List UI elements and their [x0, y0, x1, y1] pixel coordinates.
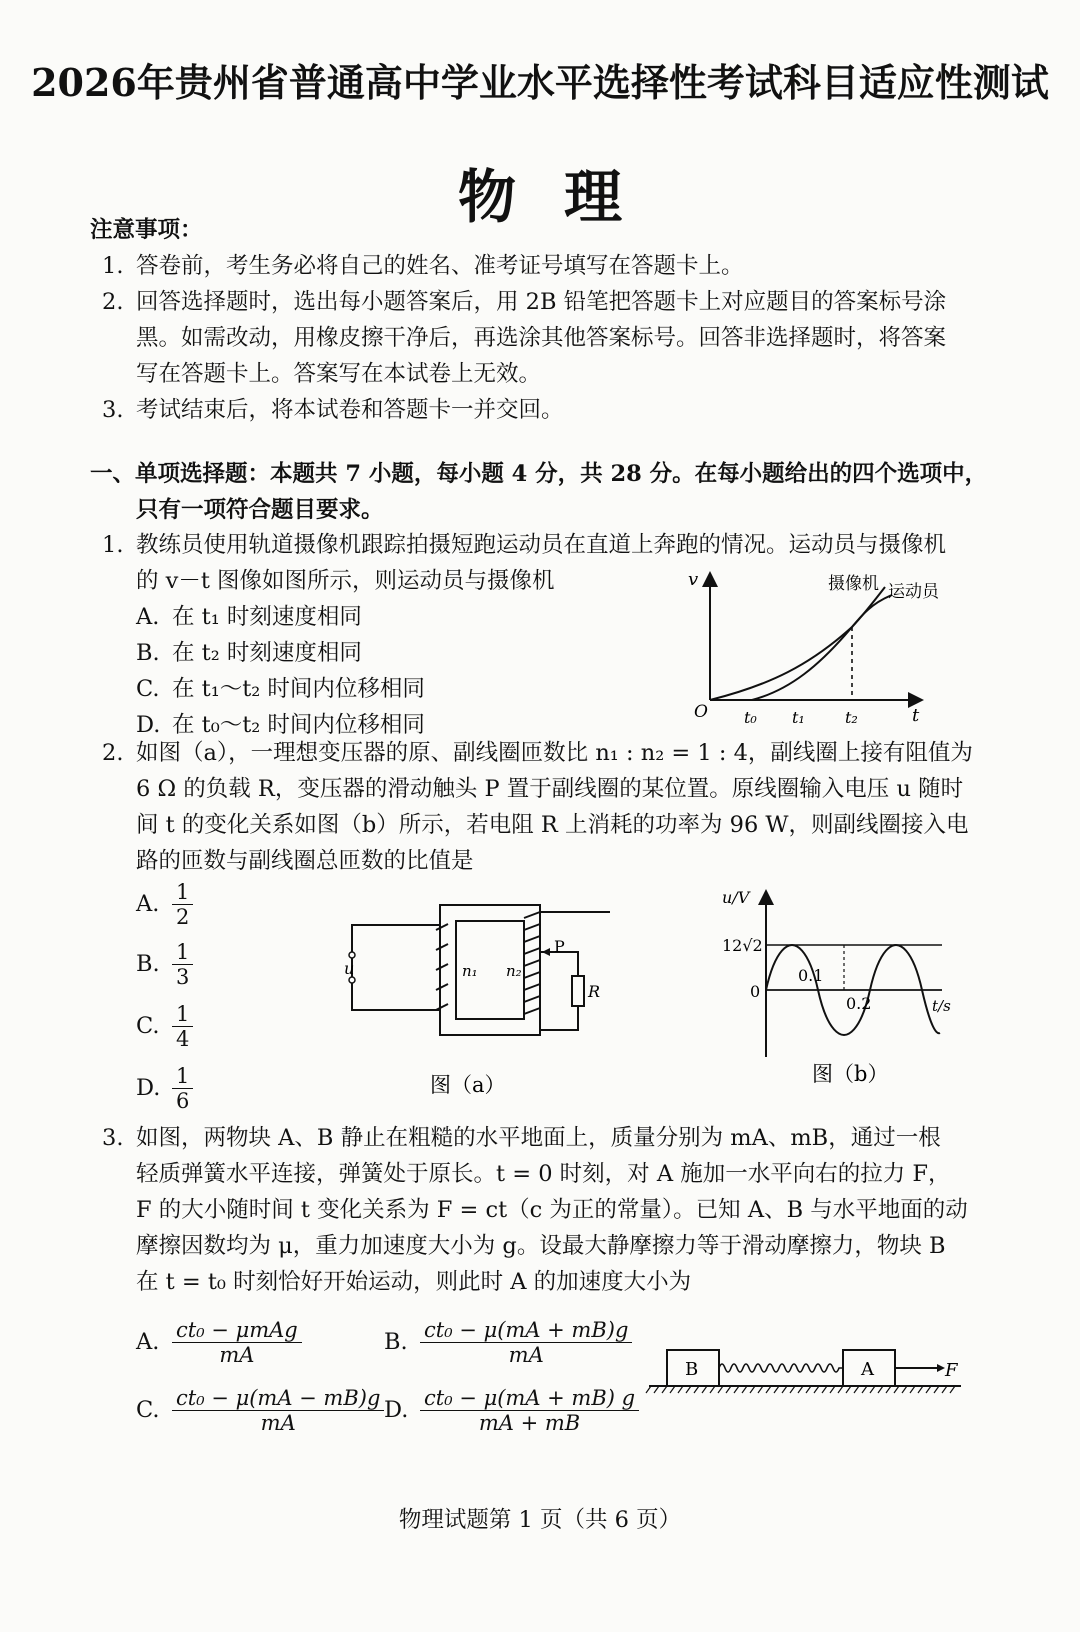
question-1: 1. 教练员使用轨道摄像机跟踪拍摄短跑运动员在直道上奔跑的情况。运动员与摄像机 的 v－t 图像如图所示，则运动员与摄像机 A. 在 t₁ 时刻速度相同 B. 在 t₂ 时刻速度相同 C. 在 t₁～t₂ 时间内位移相同 D. 在 t₀～t₂ 时间内位移相同: [102, 527, 946, 743]
q3-option-b[interactable]: B. $\frac{\text{ct₀ − μ(mA + mB)g}}{mA}$: [384, 1318, 632, 1367]
q1-option-a[interactable]: A. 在 t₁ 时刻速度相同: [136, 604, 362, 630]
notice-list: [102, 248, 946, 428]
origin-label: O: [694, 702, 708, 722]
runner-label: 运动员: [888, 582, 939, 602]
q1-option-b[interactable]: B. 在 t₂ 时刻速度相同: [136, 640, 362, 666]
q2-option-a[interactable]: A. $\frac{1}{2}$: [136, 880, 193, 929]
secondary-coil: [524, 912, 540, 1014]
y-axis-label: v: [688, 569, 699, 590]
subject-title: 物理: [457, 163, 670, 231]
q3-option-d[interactable]: D. $\frac{\text{ct₀ − μ(mA + mB) g}}{mA + mB}$: [384, 1386, 639, 1435]
terminal: [349, 952, 355, 958]
q1-option-d[interactable]: D. 在 t₀～t₂ 时间内位移相同: [136, 712, 425, 738]
notice-item-line: 黑。如需改动，用橡皮擦干净后，再选涂其他答案标号。回答非选择题时，将答案: [136, 325, 947, 351]
notice-item-line: 写在答题卡上。答案写在本试卷上无效。: [136, 361, 542, 387]
q2-option-c[interactable]: C. $\frac{1}{4}$: [136, 1002, 193, 1051]
notice-item: 2. 回答选择题时，选出每小题答案后，用 2B 铅笔把答题卡上对应题目的答案标号涂: [102, 289, 947, 315]
t0-tick: t₀: [744, 708, 757, 727]
question-3: 3. 如图，两物块 A、B 静止在粗糙的水平地面上，质量分别为 mA、mB，通过一根 轻质弹簧水平连接，弹簧处于原长。t = 0 时刻，对 A 施加一水平向右的拉力 F， F 的大小随时间 t 变化关系为 F = ct（c 为正的常量）。已知 A、B 与水平地面的动 摩擦因数均为 μ，重力加速度大小为 g。设最大静摩擦力等于滑动摩擦力，物块 B 在 t = t₀ 时刻恰好开始运动，则此时 A 的加速度大小为: [102, 1125, 968, 1295]
q1-option-c[interactable]: C. 在 t₁～t₂ 时间内位移相同: [136, 676, 425, 702]
q2-fig-b-voltage-graph: [720, 885, 970, 1100]
q2-option-d[interactable]: D. $\frac{1}{6}$: [136, 1064, 193, 1113]
runner-curve: [752, 595, 892, 700]
fig-a-caption: 图（a）: [430, 1073, 506, 1097]
x-axis-label: t: [912, 705, 920, 726]
q2-fig-a-transformer: [340, 890, 620, 1110]
block-a-label: A: [861, 1359, 874, 1380]
t1-label: 0.1: [798, 966, 824, 985]
u-label: u: [344, 959, 355, 978]
q3-option-a[interactable]: A. $\frac{\text{ct₀ − μmAg}}{mA}$: [136, 1318, 302, 1367]
q2-option-b[interactable]: B. $\frac{1}{3}$: [136, 940, 193, 989]
primary-coil: [436, 924, 448, 1010]
resistor-icon: [572, 976, 584, 1006]
spring-icon: [719, 1364, 843, 1372]
x-axis-label: t/s: [932, 997, 951, 1015]
section-heading: 一、单项选择题：本题共 7 小题，每小题 4 分，共 28 分。在每小题给出的四个选项中， 只有一项符合题目要求。: [90, 461, 988, 523]
ground-hatch: [646, 1386, 955, 1393]
page-footer: 物理试题第 1 页（共 6 页）: [398, 1507, 682, 1533]
zero-label: 0: [750, 982, 761, 1001]
question-2: 2. 如图（a），一理想变压器的原、副线圈匝数比 n₁ : n₂ = 1 : 4，副线圈上接有阻值为 6 Ω 的负载 R，变压器的滑动触头 P 置于副线圈的某位置。原线圈输入电压 u 随时 间 t 的变化关系如图（b）所示，若电阻 R 上消耗的功率为 96 W，则副线圈接入电 路的匝数与副线圈总匝数的比值是: [102, 740, 973, 874]
notice-heading: 注意事项：: [90, 217, 203, 243]
r-label: R: [588, 982, 601, 1001]
camera-curve: [710, 587, 885, 700]
n2-label: n₂: [506, 962, 522, 980]
fig-b-caption: 图（b）: [812, 1062, 889, 1086]
camera-label: 摄像机: [828, 574, 879, 594]
force-label: F: [945, 1360, 958, 1381]
p-label: P: [554, 937, 565, 956]
t1-tick: t₁: [792, 708, 805, 727]
secondary-bottom-wire: [540, 1006, 578, 1030]
y-axis-label: u/V: [722, 888, 750, 907]
t2-label: 0.2: [846, 994, 872, 1013]
q1-vt-graph: [680, 565, 940, 735]
peak-label: 12√2: [722, 936, 763, 955]
primary-wire: [352, 925, 440, 1010]
q3-blocks-figure: [645, 1342, 965, 1402]
exam-title: 2026年贵州省普通高中学业水平选择性考试科目适应性测试: [31, 60, 1049, 105]
n1-label: n₁: [462, 962, 478, 980]
t2-tick: t₂: [845, 708, 858, 727]
q3-option-c[interactable]: C. $\frac{\text{ct₀ − μ(mA − mB)g}}{mA}$: [136, 1386, 384, 1435]
slider-p-icon: [542, 948, 550, 956]
notice-item: 1. 答卷前，考生务必将自己的姓名、准考证号填写在答题卡上。: [102, 253, 744, 279]
notice-item: 3. 考试结束后，将本试卷和答题卡一并交回。: [102, 397, 564, 423]
block-b-label: B: [685, 1359, 699, 1380]
